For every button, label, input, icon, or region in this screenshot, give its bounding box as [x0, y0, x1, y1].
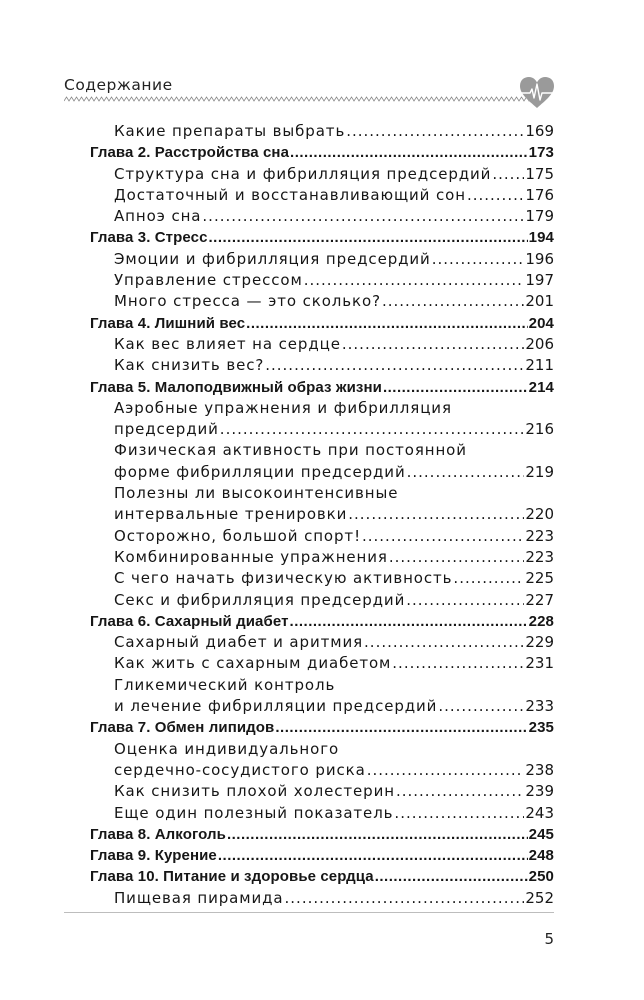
toc-entry-title: Как жить с сахарным диабетом [114, 654, 392, 673]
table-of-contents [90, 121, 554, 909]
toc-page-number: 233 [525, 697, 554, 716]
toc-entry-title: форме фибрилляции предсердий [114, 462, 406, 481]
toc-entry-line: Аэробные упражнения и фибрилляция [114, 398, 452, 417]
toc-page-number: 235 [528, 719, 554, 737]
toc-entry-title: Структура сна и фибрилляция предсердий [114, 164, 492, 183]
toc-entry-title: Глава 3. Стресс [90, 229, 208, 247]
heart-pulse-icon [519, 76, 555, 110]
toc-section[interactable] [90, 568, 554, 589]
toc-entry-title: Сахарный диабет и аритмия [114, 633, 364, 652]
toc-page-number: 228 [528, 612, 554, 630]
toc-entry-title: Как снизить вес? [114, 356, 265, 375]
toc-section[interactable] [90, 270, 554, 291]
toc-page-number: 231 [525, 654, 554, 673]
dot-leader [406, 590, 524, 611]
toc-page-number: 243 [525, 803, 554, 822]
toc-page-number: 229 [525, 633, 554, 652]
dot-leader [383, 377, 528, 398]
toc-section[interactable] [90, 419, 554, 440]
dot-leader [218, 845, 528, 866]
dot-leader [389, 547, 525, 568]
toc-entry-title: Комбинированные упражнения [114, 547, 388, 566]
toc-section[interactable] [90, 185, 554, 206]
toc-page-number: 169 [525, 122, 554, 140]
toc-section[interactable] [90, 504, 554, 525]
toc-page-number: 176 [525, 185, 554, 204]
toc-page-number: 179 [525, 207, 554, 226]
toc-page-number: 206 [525, 334, 554, 353]
toc-entry-title: Апноэ сна [114, 207, 202, 226]
dot-leader [375, 866, 528, 887]
dot-leader [367, 760, 525, 781]
toc-chapter[interactable] [90, 313, 554, 334]
toc-page-number: 201 [525, 292, 554, 311]
toc-entry-title: Пищевая пирамида [114, 888, 284, 907]
toc-chapter[interactable] [90, 824, 554, 845]
dot-leader [202, 206, 524, 227]
toc-entry-title: Глава 10. Питание и здоровье сердца [90, 868, 374, 886]
toc-section[interactable] [90, 760, 554, 781]
dot-leader [304, 270, 525, 291]
toc-entry-title: предсердий [114, 420, 219, 439]
toc-page-number: 252 [525, 888, 554, 907]
toc-entry-title: Глава 9. Курение [90, 847, 217, 865]
dot-leader [342, 334, 524, 355]
toc-section[interactable] [90, 334, 554, 355]
toc-entry-line: Оценка индивидуального [114, 739, 340, 758]
toc-entry-title: С чего начать физическую активность [114, 569, 453, 588]
dot-leader [382, 291, 524, 312]
toc-section[interactable] [90, 206, 554, 227]
dot-leader [407, 462, 525, 483]
dot-leader [209, 227, 528, 248]
toc-chapter[interactable] [90, 227, 554, 248]
toc-entry-title: Глава 7. Обмен липидов [90, 719, 275, 737]
toc-entry-title: Глава 4. Лишний вес [90, 314, 246, 332]
toc-chapter[interactable] [90, 611, 554, 632]
toc-chapter[interactable] [90, 866, 554, 887]
footer-rule [64, 912, 554, 913]
toc-entry-title: Глава 8. Алкоголь [90, 825, 226, 843]
toc-section[interactable] [90, 781, 554, 802]
dot-leader [394, 803, 524, 824]
dot-leader [362, 526, 524, 547]
toc-page-number: 204 [528, 314, 554, 332]
toc-entry-title: сердечно-сосудистого риска [114, 760, 366, 779]
toc-page-number: 220 [525, 505, 554, 524]
dot-leader [348, 504, 524, 525]
dot-leader [220, 419, 525, 440]
toc-entry-title: Эмоции и фибрилляция предсердий [114, 249, 431, 268]
toc-entry-title: и лечение фибрилляции предсердий [114, 697, 438, 716]
toc-section[interactable] [90, 632, 554, 653]
toc-entry-title: Много стресса — это сколько? [114, 292, 381, 311]
toc-chapter[interactable] [90, 845, 554, 866]
toc-entry-title: Как снизить плохой холестерин [114, 782, 395, 801]
toc-entry-line: Гликемический контроль [114, 675, 336, 694]
zigzag-rule [64, 96, 539, 102]
toc-entry-title: Глава 5. Малоподвижный образ жизни [90, 378, 382, 396]
toc-page-number: 248 [528, 847, 554, 865]
toc-entry-title: интервальные тренировки [114, 505, 348, 524]
toc-section[interactable] [90, 291, 554, 312]
dot-leader [453, 568, 524, 589]
toc-chapter[interactable] [90, 377, 554, 398]
toc-entry-title: Еще один полезный показатель [114, 803, 394, 822]
dot-leader [290, 142, 528, 163]
running-header-title: Содержание [64, 76, 173, 94]
toc-section[interactable] [90, 653, 554, 674]
toc-entry-line: Физическая активность при постоянной [114, 441, 467, 460]
dot-leader [346, 121, 524, 142]
toc-section[interactable] [90, 355, 554, 376]
toc-entry-title: Достаточный и восстанавливающий сон [114, 185, 466, 204]
toc-page-number: 250 [528, 868, 554, 886]
toc-page-number: 196 [525, 249, 554, 268]
dot-leader [392, 653, 524, 674]
dot-leader [246, 313, 528, 334]
toc-section[interactable] [90, 803, 554, 824]
toc-page-number: 223 [525, 547, 554, 566]
toc-page-number: 216 [525, 420, 554, 439]
toc-page-number: 211 [525, 356, 554, 375]
toc-section[interactable] [90, 249, 554, 270]
toc-page-number: 219 [525, 462, 554, 481]
toc-page-number: 225 [525, 569, 554, 588]
toc-entry-title: Какие препараты выбрать [114, 122, 346, 140]
toc-section[interactable] [90, 526, 554, 547]
toc-section[interactable] [90, 164, 554, 185]
toc-page-number: 223 [525, 526, 554, 545]
toc-section[interactable] [90, 121, 554, 142]
toc-section[interactable] [90, 547, 554, 568]
dot-leader [285, 888, 525, 909]
toc-entry-title: Глава 2. Расстройства сна [90, 144, 290, 162]
toc-entry-title: Управление стрессом [114, 271, 303, 290]
toc-page-number: 214 [528, 378, 554, 396]
dot-leader [467, 185, 524, 206]
dot-leader [364, 632, 524, 653]
toc-page-number: 245 [528, 825, 554, 843]
toc-entry-title: Секс и фибрилляция предсердий [114, 590, 406, 609]
dot-leader [432, 249, 525, 270]
toc-section[interactable] [90, 590, 554, 611]
toc-chapter[interactable] [90, 142, 554, 163]
toc-entry-title: Осторожно, большой спорт! [114, 526, 361, 545]
toc-page-number: 239 [525, 782, 554, 801]
dot-leader [438, 696, 524, 717]
toc-page-number: 175 [525, 164, 554, 183]
toc-section[interactable] [90, 888, 554, 909]
toc-section[interactable] [90, 462, 554, 483]
toc-entry-title: Глава 6. Сахарный диабет [90, 612, 289, 630]
toc-page-number: 197 [525, 271, 554, 290]
toc-chapter[interactable] [90, 717, 554, 738]
dot-leader [227, 824, 528, 845]
dot-leader [265, 355, 524, 376]
page-number: 5 [544, 930, 554, 948]
toc-page-number: 227 [525, 590, 554, 609]
toc-page-number: 238 [525, 760, 554, 779]
running-header [64, 74, 554, 110]
dot-leader [290, 611, 528, 632]
toc-entry-title: Как вес влияет на сердце [114, 334, 341, 353]
toc-entry-line: Полезны ли высокоинтенсивные [114, 484, 399, 503]
toc-section[interactable] [90, 696, 554, 717]
toc-page-number: 194 [528, 229, 554, 247]
dot-leader [492, 164, 524, 185]
dot-leader [396, 781, 524, 802]
dot-leader [275, 717, 527, 738]
toc-page-number: 173 [528, 144, 554, 162]
